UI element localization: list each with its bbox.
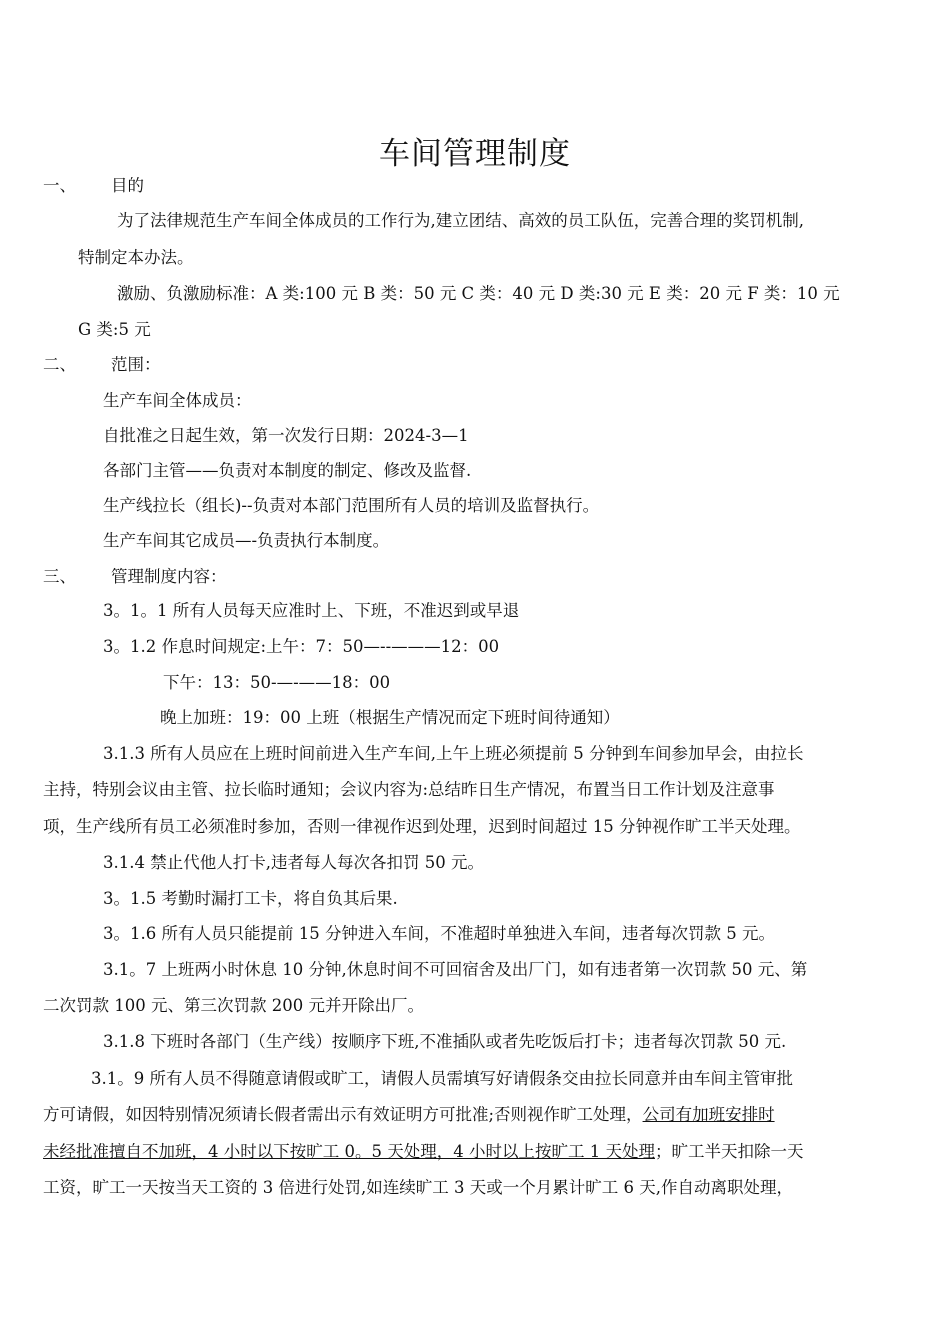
rule-3-1-9-line-2 xyxy=(43,1105,775,1125)
rule-3-1-9-underlined-text: 公司有加班安排时 xyxy=(642,1105,775,1124)
rule-3-1-2-afternoon: 下午：13：50-—-——18：00 xyxy=(163,673,391,692)
page-title: 车间管理制度 xyxy=(379,136,571,172)
section-1-title: 目的 xyxy=(111,176,144,195)
rule-3-1-8: 3.1.8 下班时各部门（生产线）按顺序下班,不准插队或者先吃饭后打卡；违者每次罚款 50 元. xyxy=(103,1032,787,1051)
rule-3-1-3-line-1: 3.1.3 所有人员应在上班时间前进入生产车间,上午上班必须提前 5 分钟到车间参加早会，由拉长 xyxy=(103,744,804,763)
purpose-line-2: 特制定本办法。 xyxy=(78,248,194,267)
rule-3-1-3-line-3: 项，生产线所有员工必须准时参加，否则一律视作迟到处理，迟到时间超过 15 分钟视作旷工半天处理。 xyxy=(43,817,801,836)
rule-3-1-9-line-4: 工资，旷工一天按当天工资的 3 倍进行处罚,如连续旷工 3 天或一个月累计旷工 6 天,作自动离职处理， xyxy=(43,1178,793,1197)
purpose-line-1: 为了法律规范生产车间全体成员的工作行为,建立团结、高效的员工队伍，完善合理的奖罚机制, xyxy=(117,211,804,230)
section-1-number: 一、 xyxy=(43,176,76,195)
section-2-number: 二、 xyxy=(43,355,76,374)
rule-3-1-9-text: 方可请假，如因特别情况须请长假者需出示有效证明方可批准;否则视作旷工处理， xyxy=(43,1105,643,1124)
rule-3-1-1: 3。1。1 所有人员每天应准时上、下班，不准迟到或早退 xyxy=(103,601,520,620)
rule-3-1-9-text: ；旷工半天扣除一天 xyxy=(654,1142,804,1161)
rule-3-1-3-line-2: 主持，特别会议由主管、拉长临时通知；会议内容为:总结昨日生产情况，布置当日工作计划及注意事 xyxy=(43,780,775,799)
rule-3-1-2-morning: 3。1.2 作息时间规定:上午：7：50—--———12：00 xyxy=(103,637,500,656)
scope-line: 生产线拉长（组长)--负责对本部门范围所有人员的培训及监督执行。 xyxy=(103,496,600,515)
scope-line: 生产车间全体成员： xyxy=(103,391,252,410)
incentive-line-2: G 类:5 元 xyxy=(78,320,151,339)
section-1-heading xyxy=(43,176,144,196)
scope-line: 生产车间其它成员—-负责执行本制度。 xyxy=(103,531,390,550)
scope-line: 各部门主管——负责对本制度的制定、修改及监督. xyxy=(103,461,472,480)
section-2-title: 范围： xyxy=(111,355,161,374)
section-3-heading xyxy=(43,567,227,587)
rule-3-1-6: 3。1.6 所有人员只能提前 15 分钟进入车间，不准超时单独进入车间，违者每次罚款 5 元。 xyxy=(103,924,775,943)
rule-3-1-4: 3.1.4 禁止代他人打卡,违者每人每次各扣罚 50 元。 xyxy=(103,853,484,872)
rule-3-1-7-line-1: 3.1。7 上班两小时休息 10 分钟,休息时间不可回宿舍及出厂门，如有违者第一次罚款 50 元、第 xyxy=(103,960,808,979)
rule-3-1-9-line-3 xyxy=(43,1142,803,1162)
rule-3-1-9-line-1: 3.1。9 所有人员不得随意请假或旷工，请假人员需填写好请假条交由拉长同意并由车间主管审批 xyxy=(91,1069,793,1088)
scope-line: 自批准之日起生效，第一次发行日期：2024-3—1 xyxy=(103,426,469,445)
rule-3-1-9-underlined-text: 未经批准擅自不加班，4 小时以下按旷工 0。5 天处理，4 小时以上按旷工 1 天处理 xyxy=(43,1142,655,1161)
incentive-line-1: 激励、负激励标准：A 类:100 元 B 类：50 元 C 类：40 元 D 类:30 元 E 类：20 元 F 类：10 元 xyxy=(117,284,840,303)
rule-3-1-2-overtime: 晚上加班：19：00 上班（根据生产情况而定下班时间待通知） xyxy=(160,708,620,727)
rule-3-1-7-line-2: 二次罚款 100 元、第三次罚款 200 元并开除出厂。 xyxy=(43,996,424,1015)
section-3-title: 管理制度内容： xyxy=(111,567,227,586)
rule-3-1-5: 3。1.5 考勤时漏打工卡，将自负其后果. xyxy=(103,889,398,908)
section-3-number: 三、 xyxy=(43,567,76,586)
section-2-heading xyxy=(43,355,161,375)
